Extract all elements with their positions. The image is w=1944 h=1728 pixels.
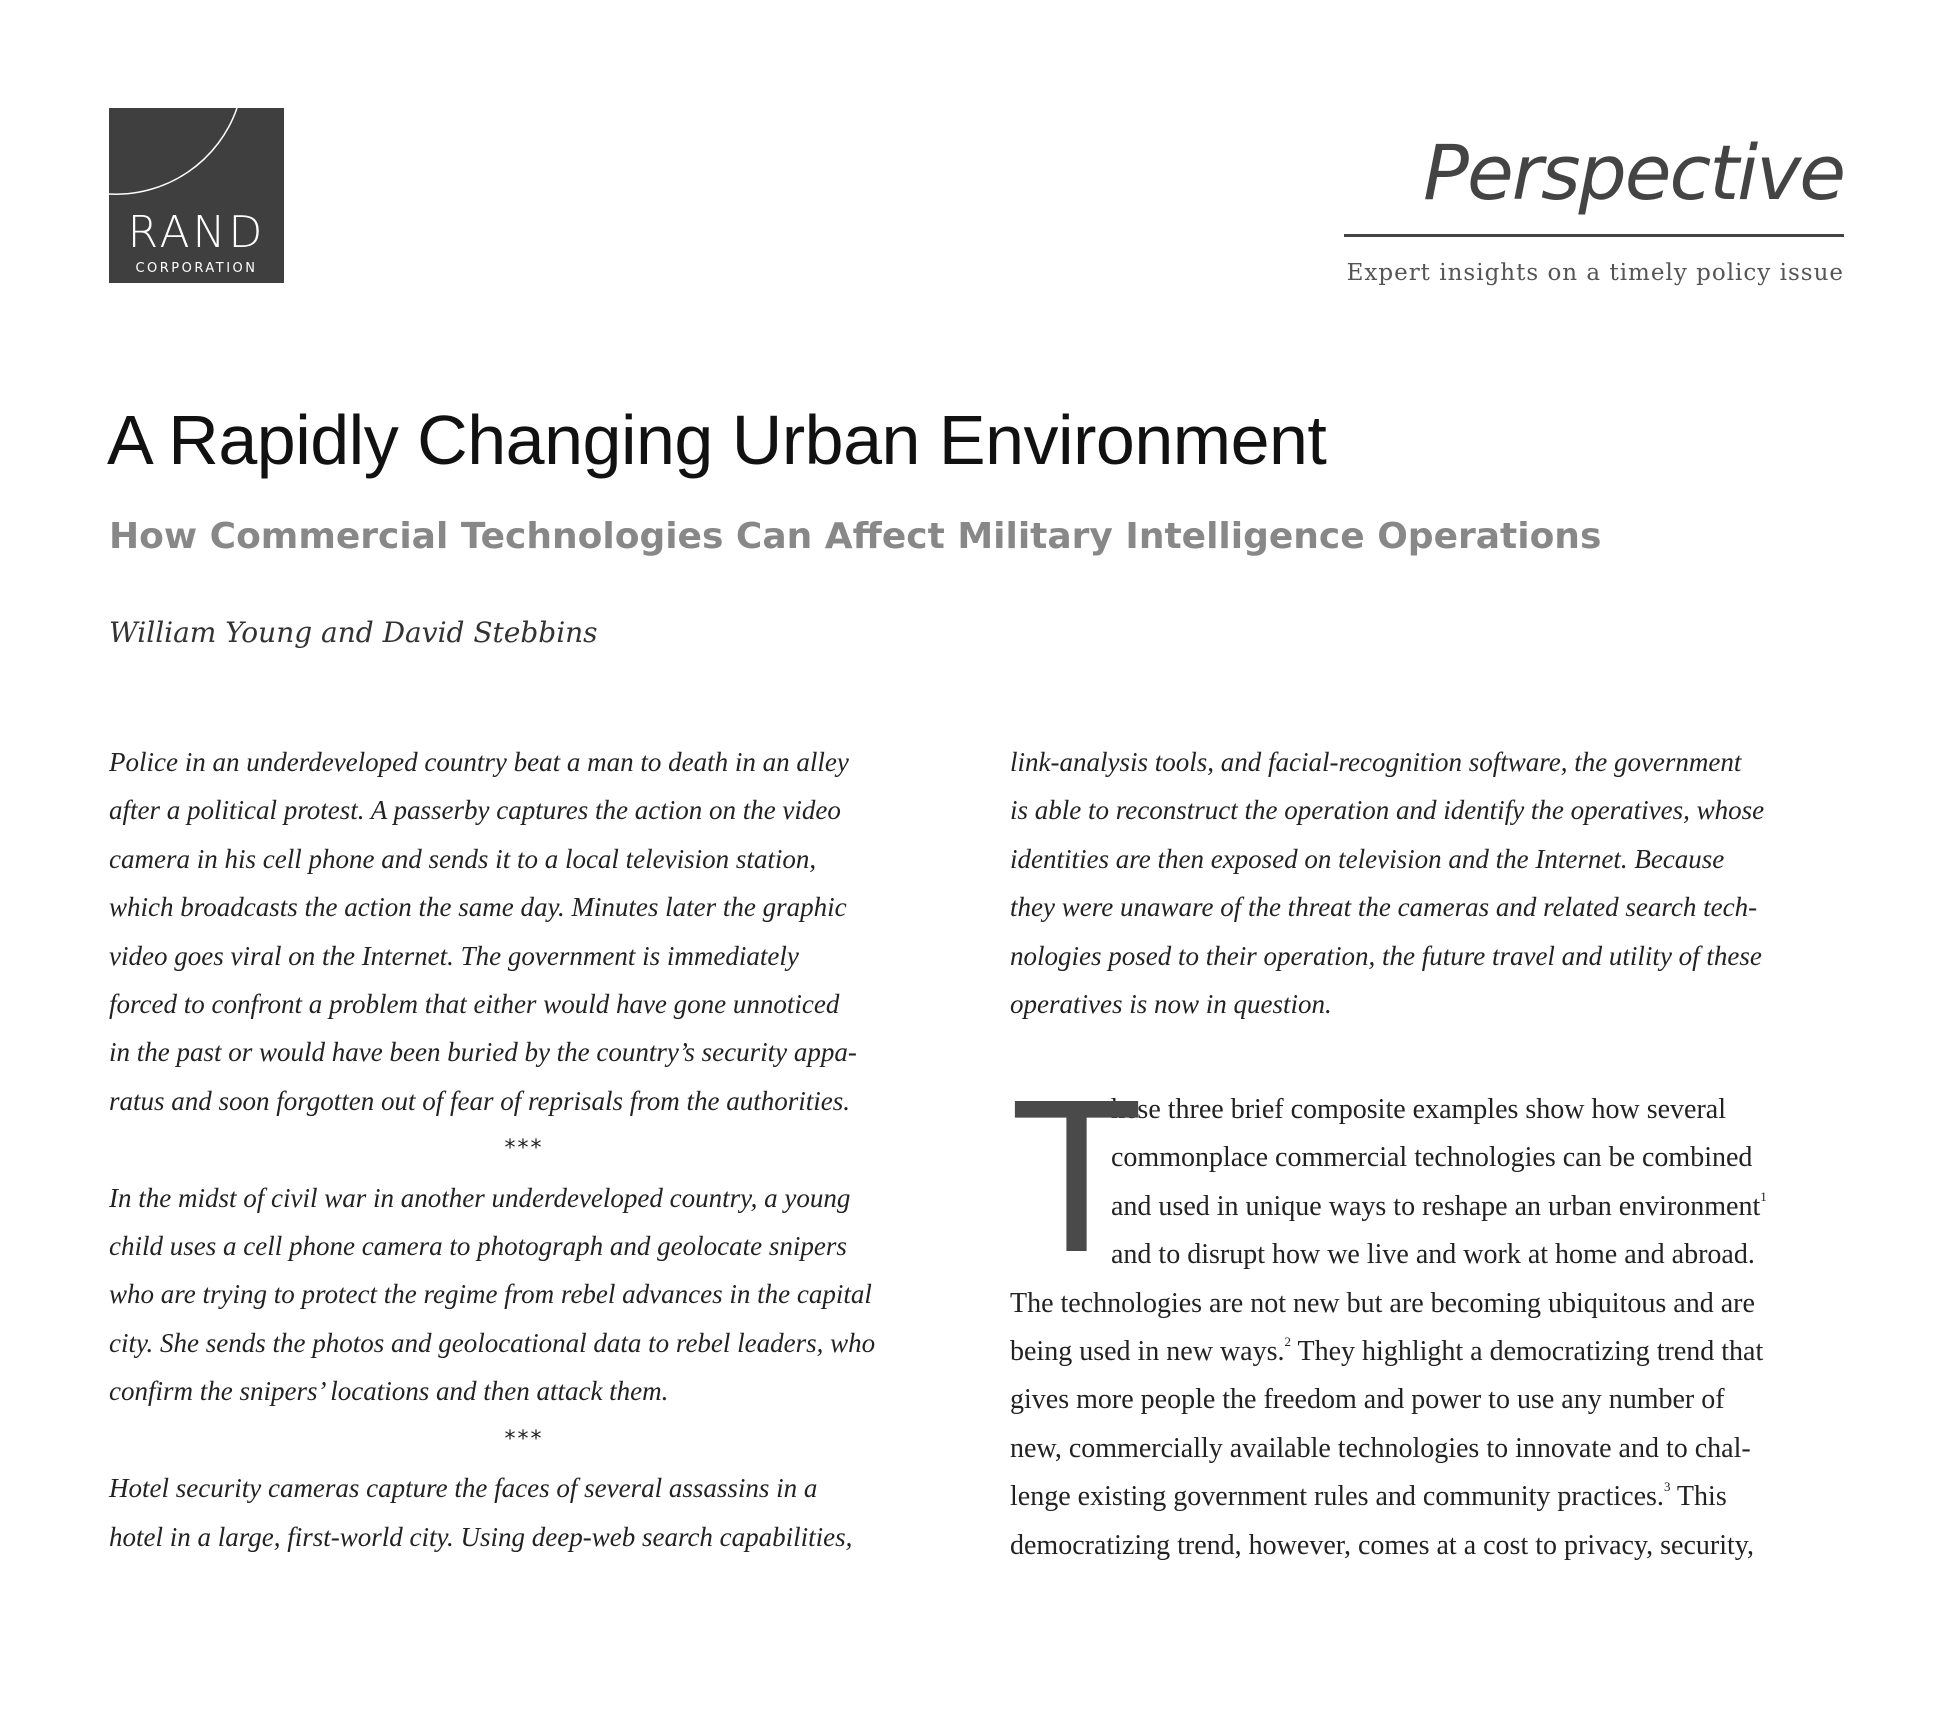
- series-name: Perspective: [1423, 128, 1844, 217]
- text-line: in the past or would have been buried by the country’s security appa-: [109, 1037, 857, 1068]
- text-line: is able to reconstruct the operation and identify the operatives, whose: [1010, 795, 1765, 826]
- vignette-1: [109, 738, 939, 1125]
- text-span: They highlight a democratizing trend that: [1291, 1336, 1764, 1368]
- text-line: city. She sends the photos and geolocational data to rebel leaders, who: [109, 1327, 876, 1358]
- text-line: nologies posed to their operation, the future travel and utility of these: [1010, 940, 1762, 971]
- text-line: The technologies are not new but are becoming ubiquitous and are: [1010, 1287, 1755, 1319]
- page-title: A Rapidly Changing Urban Environment: [107, 401, 1327, 479]
- text-line: new, commercially available technologies to innovate and to chal-: [1010, 1432, 1751, 1464]
- text-line: link-analysis tools, and facial-recognition software, the government: [1010, 747, 1742, 777]
- vignette-2: [109, 1174, 939, 1416]
- logo-subtext: CORPORATION: [135, 261, 258, 276]
- text-line: operatives is now in question.: [1010, 989, 1332, 1020]
- text-line: [1010, 1328, 1845, 1376]
- footnote-ref[interactable]: 3: [1663, 1479, 1671, 1495]
- logo-wordmark: RAND: [127, 207, 266, 258]
- footnote-ref[interactable]: 2: [1284, 1334, 1292, 1350]
- text-line: hotel in a large, first-world city. Using deep-web search capabilities,: [109, 1521, 853, 1552]
- page-subtitle: How Commercial Technologies Can Affect Military Intelligence Operations: [109, 516, 1602, 557]
- left-column: [109, 738, 939, 1561]
- text-span: and used in unique ways to reshape an urban environment: [1111, 1190, 1761, 1222]
- header-rule: [1344, 234, 1844, 237]
- vignette-3-start: [109, 1464, 939, 1561]
- text-line: Hotel security cameras capture the faces of several assassins in a: [109, 1473, 818, 1504]
- text-span: being used in new ways.: [1010, 1336, 1285, 1368]
- text-line: who are trying to protect the regime from rebel advances in the capital: [109, 1279, 872, 1310]
- text-line: identities are then exposed on television and the Internet. Because: [1010, 843, 1725, 874]
- text-line: In the midst of civil war in another underdeveloped country, a young: [109, 1182, 851, 1213]
- section-separator: ***: [504, 1426, 544, 1452]
- text-line: gives more people the freedom and power to use any number of: [1010, 1384, 1725, 1416]
- text-line: hese three brief composite examples show how several: [1111, 1094, 1727, 1125]
- text-line: they were unaware of the threat the cameras and related search tech-: [1010, 892, 1758, 923]
- body-paragraph: [1010, 1055, 1845, 1570]
- footnote-ref[interactable]: 1: [1760, 1188, 1767, 1204]
- section-separator: ***: [504, 1136, 544, 1162]
- text-line: child uses a cell phone camera to photograph and geolocate snipers: [109, 1231, 847, 1262]
- right-column: [1010, 738, 1845, 1561]
- text-line: democratizing trend, however, comes at a cost to privacy, security,: [1010, 1529, 1754, 1561]
- text-line: which broadcasts the action the same day. Minutes later the graphic: [109, 892, 847, 923]
- text-line: forced to confront a problem that either would have gone unnoticed: [109, 989, 840, 1020]
- text-line: video goes viral on the Internet. The government is immediately: [109, 940, 799, 971]
- text-line: [1010, 1473, 1845, 1521]
- authors: William Young and David Stebbins: [109, 616, 598, 649]
- series-tagline: Expert insights on a timely policy issue: [1346, 260, 1844, 286]
- text-line: and to disrupt how we live and work at home and abroad.: [1111, 1239, 1755, 1271]
- text-span: lenge existing government rules and community practices.: [1010, 1481, 1664, 1513]
- text-line: commonplace commercial technologies can be combined: [1111, 1142, 1753, 1174]
- rand-logo: [109, 108, 284, 283]
- drop-cap: T: [1010, 1055, 1144, 1298]
- text-line: camera in his cell phone and sends it to a local television station,: [109, 843, 817, 874]
- text-line: ratus and soon forgotten out of fear of reprisals from the authorities.: [109, 1085, 851, 1116]
- text-span: This: [1670, 1481, 1727, 1513]
- vignette-3-continued: [1010, 738, 1845, 1028]
- text-line: after a political protest. A passerby captures the action on the video: [109, 795, 841, 826]
- text-line: confirm the snipers’ locations and then attack them.: [109, 1376, 669, 1407]
- text-line: Police in an underdeveloped country beat a man to death in an alley: [109, 747, 849, 777]
